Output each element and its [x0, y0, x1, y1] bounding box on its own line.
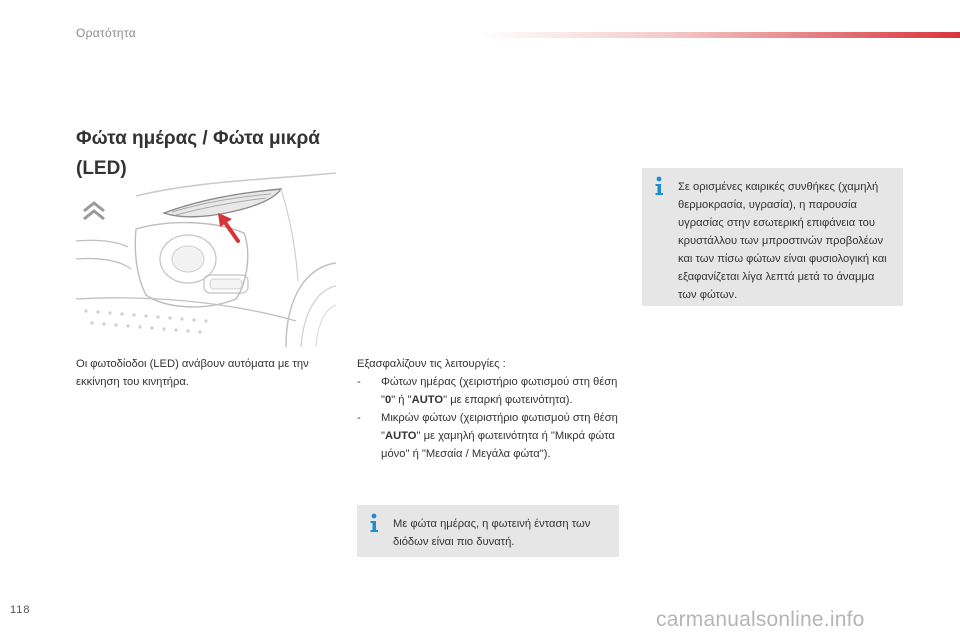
info-box-condensation — [642, 168, 903, 306]
car-front-illustration — [76, 171, 336, 347]
list-dash: - — [357, 376, 361, 388]
info-icon — [367, 513, 381, 533]
functions-intro: Εξασφαλίζουν τις λειτουργίες : — [357, 358, 506, 370]
watermark: carmanualsonline.info — [656, 608, 865, 631]
info-text-condensation: Σε ορισμένες καιρικές συνθήκες (χαμηλή θερμοκρασία, υγρασία), η παρουσία υγρασίας στην εσωτερική επιφάνεια του κρυστάλλου των μπροστινών προβολέων και των πίσω φώτων είναι φυσιολογική και εξαφανίζεται λίγα λεπτά μετά το άναμμα των φώτων. — [678, 181, 887, 301]
led-caption: Οι φωτοδίοδοι (LED) ανάβουν αυτόματα με την εκκίνηση του κινητήρα. — [76, 358, 309, 388]
function-item-daytime: - Φώτων ημέρας (χειριστήριο φωτισμού στη θέση "0" ή "AUTO" με επαρκή φωτεινότητα). — [357, 373, 627, 409]
function-item-sidelights: - Μικρών φώτων (χειριστήριο φωτισμού στη θέση "AUTO" με χαμηλή φωτεινότητα ή "Μικρά φώτα μόνο" ή "Μεσαία / Μεγάλα φώτα"). — [357, 409, 627, 463]
functions-list — [357, 355, 627, 463]
page-number: 118 — [10, 604, 31, 616]
info-icon — [652, 176, 666, 196]
header-accent-bar — [480, 32, 960, 38]
heading-line-1: Φώτα ημέρας / Φώτα μικρά — [76, 128, 320, 149]
section-title: Ορατότητα — [76, 26, 136, 40]
heading-line-2: (LED) — [76, 158, 127, 179]
list-dash: - — [357, 412, 361, 424]
info-box-intensity — [357, 505, 619, 557]
info-text-intensity: Με φώτα ημέρας, η φωτεινή ένταση των διόδων είναι πιο δυνατή. — [393, 518, 591, 548]
